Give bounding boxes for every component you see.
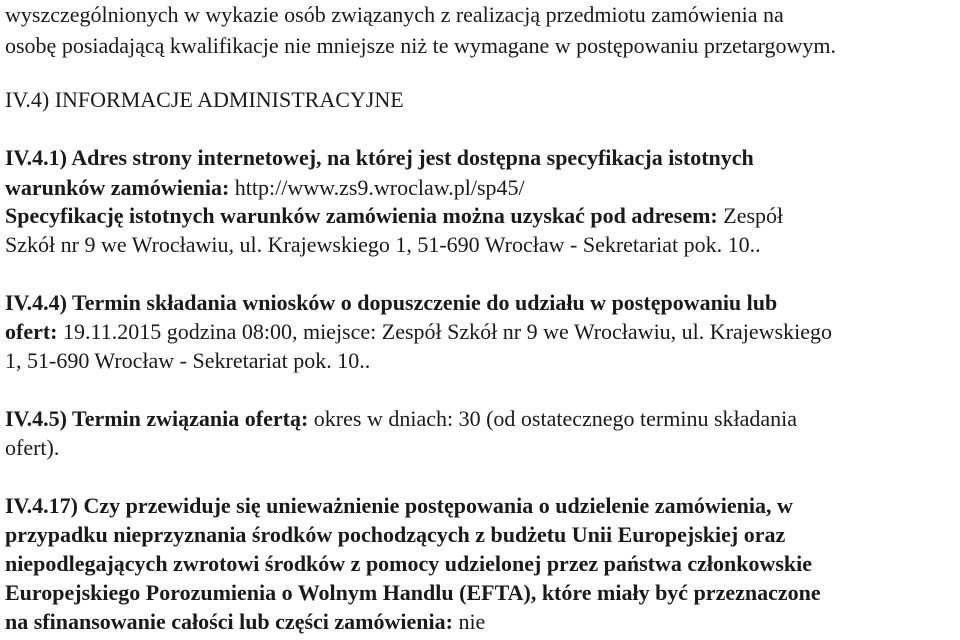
eu-funds-answer: nie	[458, 609, 486, 634]
binding-period-label: IV.4.5) Termin związania ofertą:	[5, 406, 309, 431]
spec-url-heading: IV.4.1) Adres strony internetowej, na której jest dostępna specyfikacja istotnych	[5, 145, 754, 170]
deadline-heading: IV.4.4) Termin składania wniosków o dopuszczenie do udziału w postępowaniu lub	[5, 290, 778, 315]
spec-url-line	[5, 173, 525, 203]
binding-period-line-2: ofert).	[5, 435, 60, 460]
deadline-line	[5, 317, 832, 347]
eu-funds-question-line-5	[5, 607, 485, 637]
eu-funds-question-line-4: Europejskiego Porozumienia o Wolnym Handlu (EFTA), które miały być przeznaczone	[5, 580, 821, 605]
spec-url-label: warunków zamówienia:	[5, 175, 230, 200]
spec-obtain-value: Zespół	[723, 203, 784, 228]
eu-funds-question-line-3: niepodlegających zwrotowi środków z pomocy udzielonej przez państwa członkowskie	[5, 551, 813, 576]
eu-funds-question-label: na sfinansowanie całości lub części zamówienia:	[5, 609, 453, 634]
eu-funds-question-line-1: IV.4.17) Czy przewiduje się unieważnienie postępowania o udzielenie zamówienia, w	[5, 493, 793, 518]
deadline-label: ofert:	[5, 319, 58, 344]
section-heading: IV.4) INFORMACJE ADMINISTRACYJNE	[5, 87, 404, 112]
spec-obtain-line	[5, 201, 783, 231]
spec-url-link[interactable]: http://www.zs9.wroclaw.pl/sp45/	[234, 175, 525, 200]
intro-text-line-2: osobę posiadającą kwalifikacje nie mniejsze niż te wymagane w postępowaniu przetargowym.	[5, 33, 837, 58]
eu-funds-question-line-2: przypadku nieprzyznania środków pochodzących z budżetu Unii Europejskiej oraz	[5, 522, 786, 547]
binding-period-value: okres w dniach: 30 (od ostatecznego terminu składania	[313, 406, 798, 431]
spec-obtain-label: Specyfikację istotnych warunków zamówienia można uzyskać pod adresem:	[5, 203, 718, 228]
intro-text-line-1: wyszczególnionych w wykazie osób związanych z realizacją przedmiotu zamówienia na	[5, 2, 784, 27]
binding-period-line	[5, 404, 797, 434]
deadline-value: 19.11.2015 godzina 08:00, miejsce: Zespół Szkół nr 9 we Wrocławiu, ul. Krajewskiego	[63, 319, 832, 344]
deadline-address: 1, 51-690 Wrocław - Sekretariat pok. 10..	[5, 348, 371, 373]
spec-obtain-address: Szkół nr 9 we Wrocławiu, ul. Krajewskiego 1, 51-690 Wrocław - Sekretariat pok. 10..	[5, 232, 761, 257]
